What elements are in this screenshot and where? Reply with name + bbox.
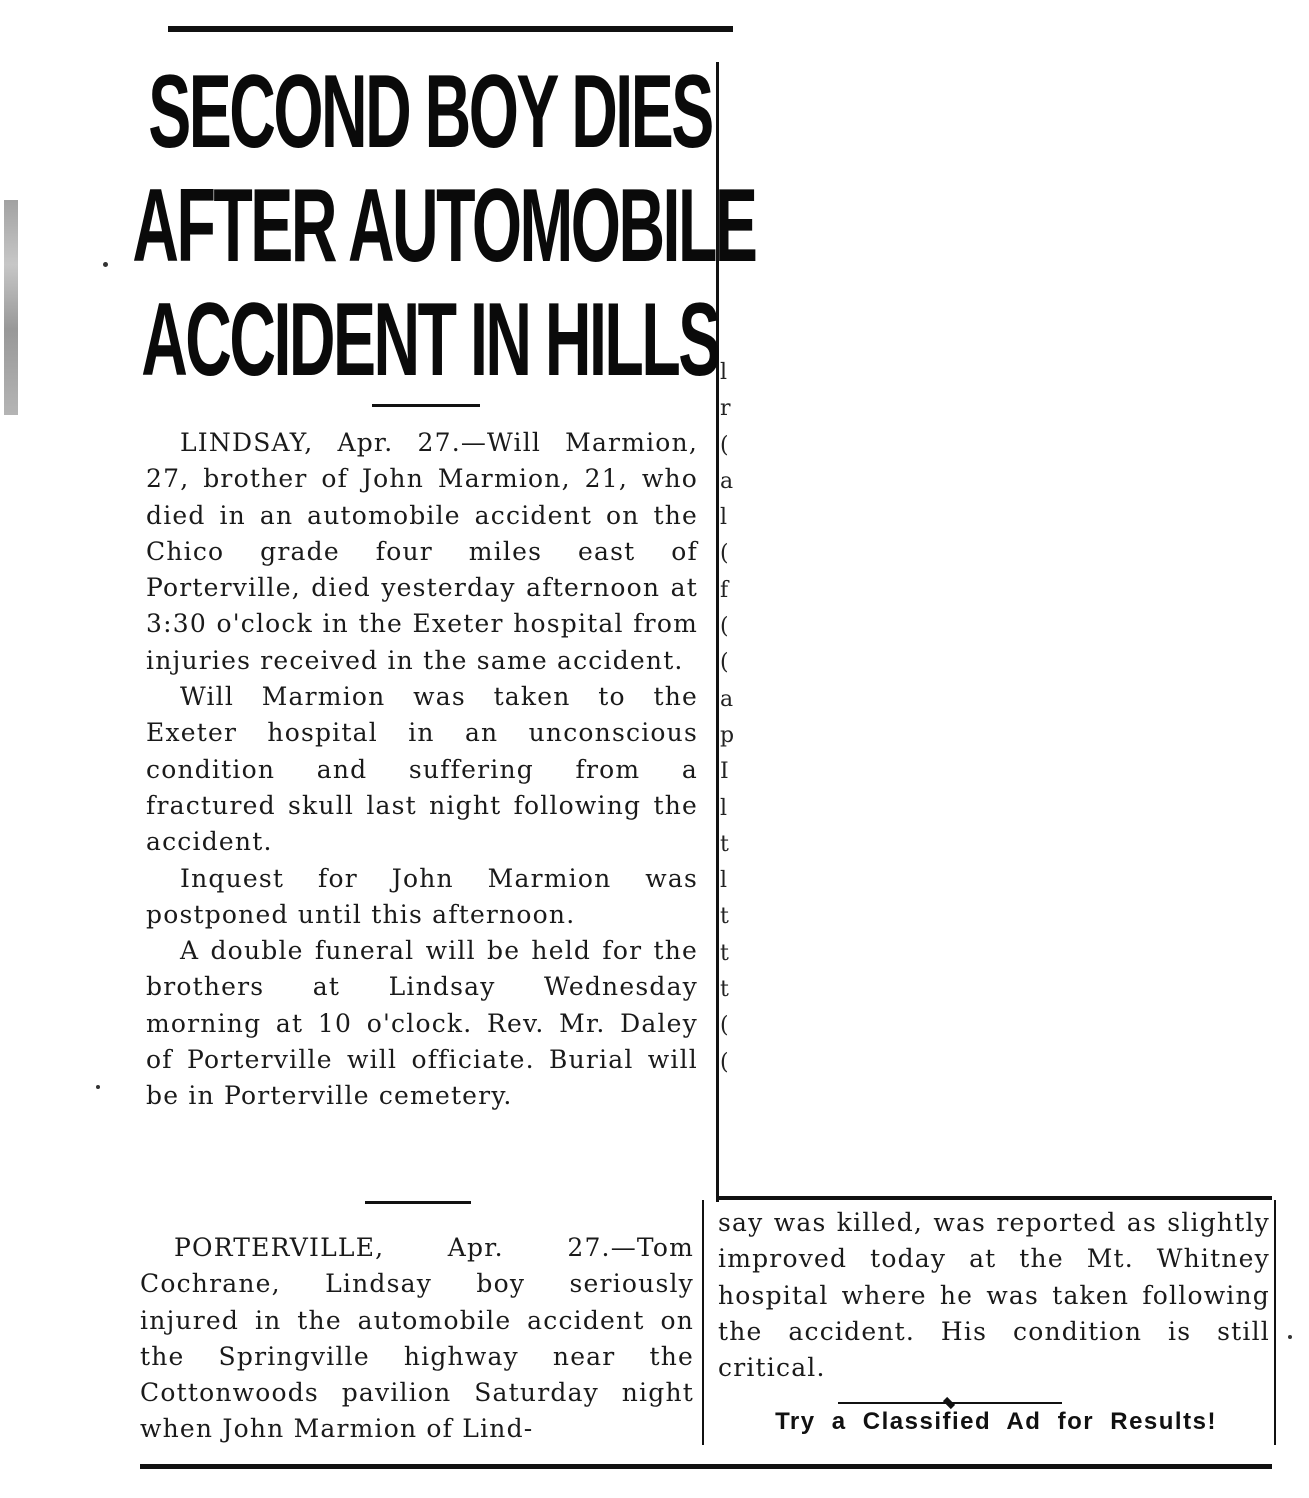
classified-ad: Try a Classified Ad for Results! bbox=[775, 1408, 1217, 1435]
story-paragraph: A double funeral will be held for the brothers at Lindsay Wednesday morning at 10 o'clock. Rev. Mr. Daley of Porterville will officiate. Burial will be in Porterville cemetery. bbox=[146, 936, 698, 1111]
fragment: f bbox=[720, 577, 729, 603]
story-paragraph: PORTERVILLE, Apr. 27.—Tom Cochrane, Lindsay boy seriously injured in the automobile accident on the Springville highway near the Cottonwoods pavilion Saturday night when John Marmion of Lind- bbox=[140, 1233, 694, 1444]
fragment: t bbox=[720, 831, 729, 857]
story-separator bbox=[365, 1201, 471, 1204]
headline-line-2: AFTER AUTOMOBILE bbox=[132, 168, 756, 284]
headline-line-1: SECOND BOY DIES bbox=[148, 54, 712, 170]
scan-speck bbox=[103, 262, 108, 267]
story-paragraph: Inquest for John Marmion was postponed until this afternoon. bbox=[146, 863, 698, 929]
fragment: a bbox=[720, 686, 734, 712]
fragment: I bbox=[720, 759, 729, 785]
scan-speck bbox=[96, 1085, 100, 1089]
fragment: ( bbox=[720, 614, 729, 640]
fragment: l bbox=[720, 868, 728, 894]
story-paragraph: Will Marmion was taken to the Exeter hospital in an unconscious condition and suffering from a fractured skull last night following the accident. bbox=[146, 682, 698, 857]
story-paragraph: LINDSAY, Apr. 27.—Will Marmion, 27, brother of John Marmion, 21, who died in an automobile accident on the Chico grade four miles east of Porterville, died yesterday afternoon at 3:30 o'clock in the Exeter hospital from injuries received in the same accident. bbox=[146, 428, 698, 675]
fragment: r bbox=[720, 396, 731, 422]
top-rule bbox=[168, 26, 733, 32]
fragment: l bbox=[720, 505, 728, 531]
headline-dash bbox=[372, 404, 480, 407]
scan-speck bbox=[1288, 1335, 1292, 1339]
fragment: ( bbox=[720, 541, 729, 567]
fragment: ( bbox=[720, 1013, 729, 1039]
adjacent-column-fragments bbox=[720, 355, 740, 1081]
fragment: t bbox=[720, 904, 729, 930]
story-lindsay bbox=[146, 425, 698, 1115]
bottom-rule bbox=[140, 1464, 1272, 1469]
fragment: a bbox=[720, 468, 734, 494]
scan-smudge bbox=[4, 200, 18, 415]
fragment: l bbox=[720, 360, 728, 385]
fragment: ( bbox=[720, 432, 729, 458]
fragment: t bbox=[720, 940, 729, 966]
fragment: ( bbox=[720, 650, 729, 676]
story-continuation bbox=[718, 1205, 1270, 1386]
column-divider-lower bbox=[702, 1200, 704, 1445]
right-column-rule bbox=[716, 1196, 1272, 1200]
headline-line-3: ACCIDENT IN HILLS bbox=[141, 282, 719, 398]
fragment: ( bbox=[720, 1049, 729, 1075]
fragment: l bbox=[720, 795, 728, 821]
story-porterville bbox=[140, 1230, 694, 1448]
right-column-divider bbox=[1274, 1200, 1276, 1445]
fragment: t bbox=[720, 977, 729, 1003]
story-paragraph: say was killed, was reported as slightly improved today at the Mt. Whitney hospital where he was taken following the accident. His condition is still critical. bbox=[718, 1208, 1270, 1383]
fragment: p bbox=[720, 722, 735, 748]
headline bbox=[132, 54, 756, 398]
